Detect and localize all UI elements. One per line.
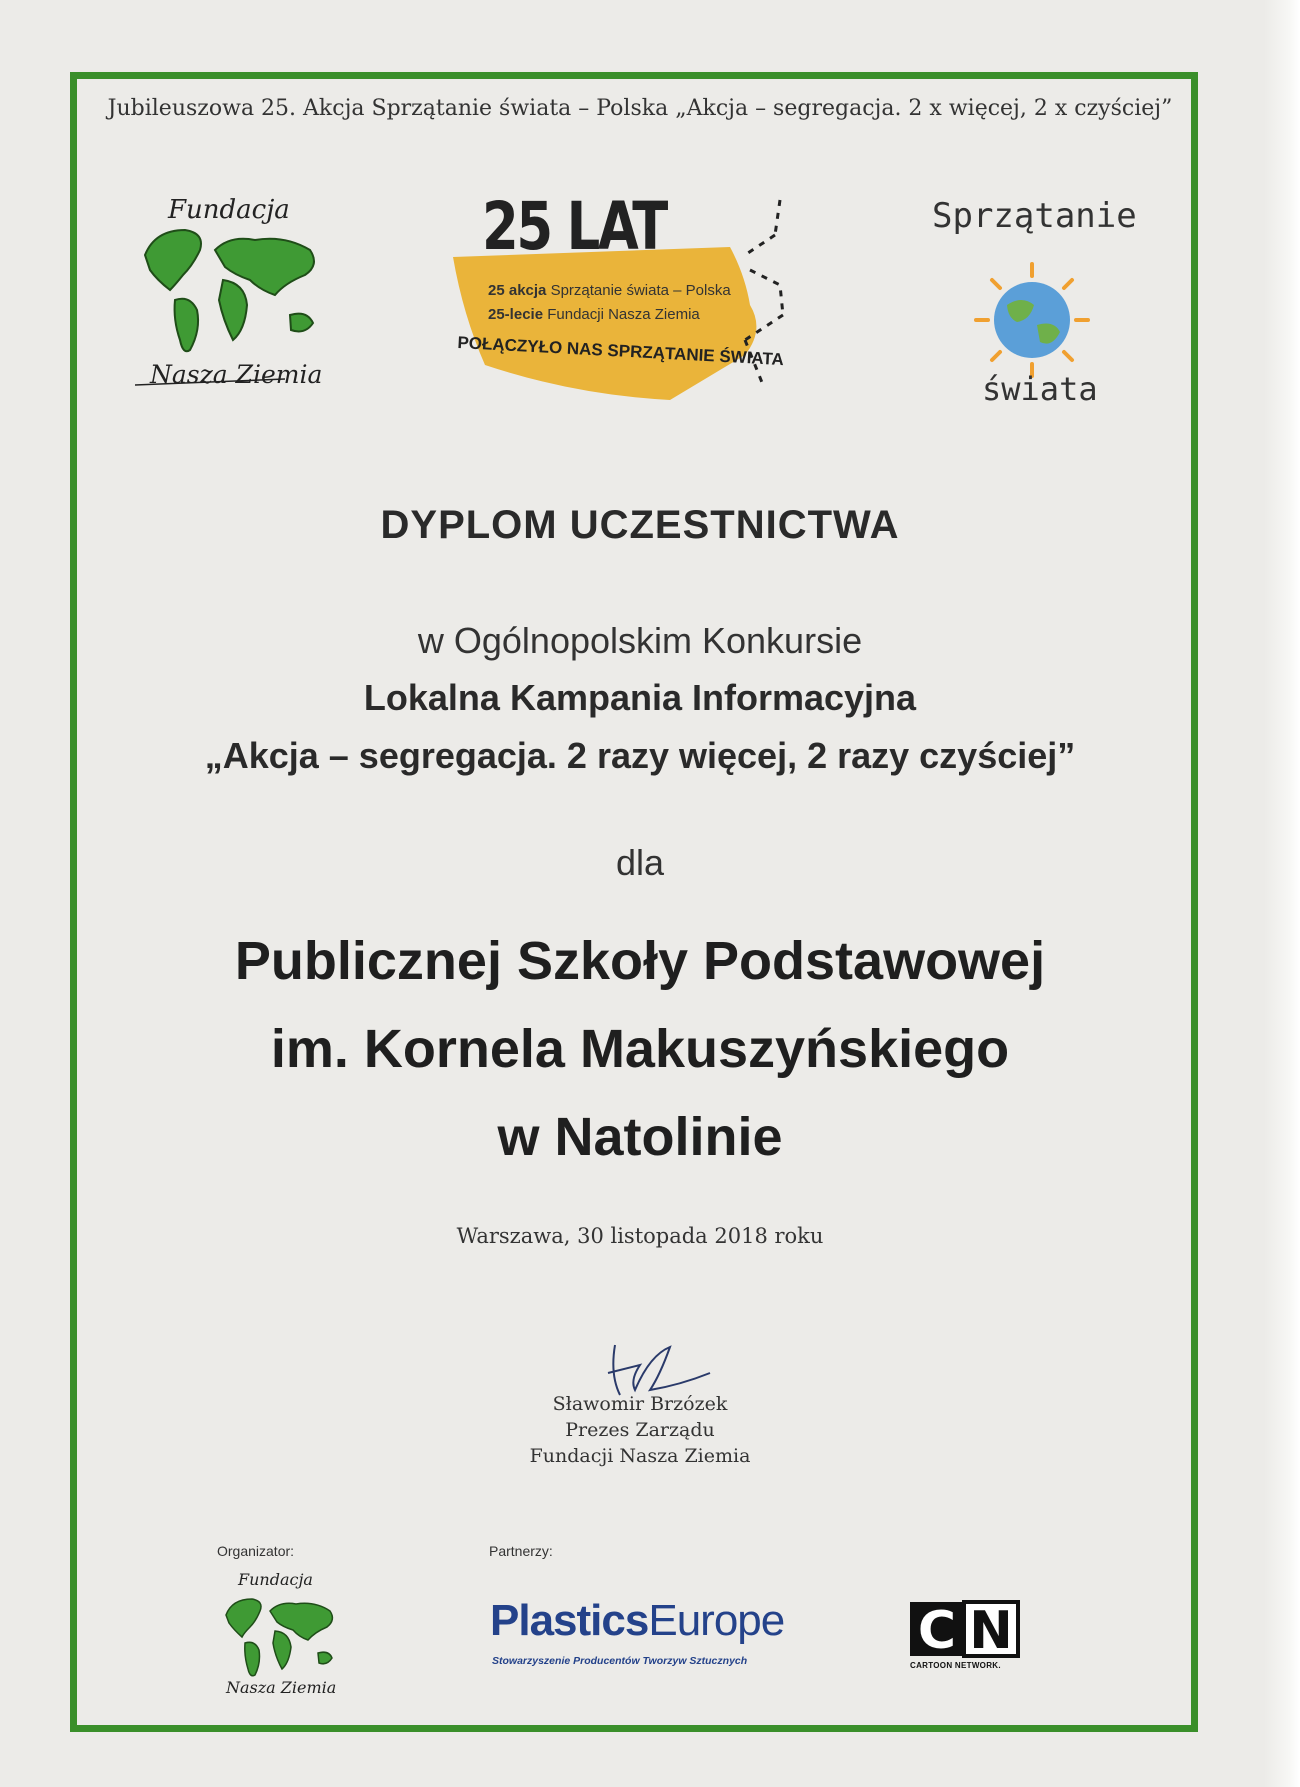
signatory-role: Prezes Zarządu	[565, 1419, 715, 1441]
recipient-line-1: Publicznej Szkoły Podstawowej	[234, 931, 1046, 991]
cartoon-network-caption: CARTOON NETWORK.	[910, 1661, 1001, 1670]
campaign-name: Lokalna Kampania Informacyjna	[363, 677, 917, 718]
plastics-europe-subtitle: Stowarzyszenie Producentów Tworzyw Sztucznych	[492, 1655, 748, 1667]
nasza-ziemia-logo-text: Nasza Ziemia	[150, 360, 323, 389]
badge-line-1: 25 akcja Sprzątanie świata – Polska	[488, 282, 731, 299]
campaign-slogan: „Akcja – segregacja. 2 razy więcej, 2 razy czyściej”	[204, 735, 1076, 776]
plastics-europe-logo: PlasticsEurope	[490, 1596, 785, 1645]
badge-line-2: 25-lecie Fundacji Nasza Ziemia	[488, 306, 700, 323]
globe-sun-icon	[972, 260, 1092, 380]
recipient-line-2: im. Kornela Makuszyńskiego	[270, 1019, 1010, 1079]
cn-logo-n: N	[969, 1601, 1013, 1658]
cartoon-network-logo	[908, 1600, 1020, 1658]
dla-label: dla	[615, 842, 665, 883]
organizer-fundacja-text: Fundacja	[238, 1570, 313, 1589]
diploma-title: DYPLOM UCZESTNICTWA	[380, 503, 900, 547]
swiata-logo-text: świata	[982, 370, 1098, 408]
partners-label: Partnerzy:	[489, 1543, 553, 1559]
organizer-label: Organizator:	[217, 1543, 295, 1559]
issue-date: Warszawa, 30 listopada 2018 roku	[456, 1224, 824, 1248]
recipient-line-3: w Natolinie	[497, 1107, 783, 1167]
cn-logo-c: C	[917, 1601, 957, 1658]
sprzatanie-logo-text: Sprzątanie	[932, 196, 1137, 236]
page-edge	[1264, 0, 1300, 1787]
header-line: Jubileuszowa 25. Akcja Sprzątanie świata – Polska „Akcja – segregacja. 2 x więcej, 2 x czyściej”	[107, 96, 1173, 121]
badge-line-3: POŁĄCZYŁO NAS SPRZĄTANIE ŚWIATA	[457, 333, 785, 370]
organizer-nasza-ziemia-text: Nasza Ziemia	[226, 1678, 337, 1697]
signatory-organization: Fundacji Nasza Ziemia	[529, 1445, 751, 1467]
fundacja-logo-text: Fundacja	[168, 195, 290, 225]
signatory-name: Sławomir Brzózek	[552, 1393, 728, 1415]
contest-line: w Ogólnopolskim Konkursie	[417, 620, 863, 661]
badge-25-lat: 25 LAT	[482, 188, 666, 265]
